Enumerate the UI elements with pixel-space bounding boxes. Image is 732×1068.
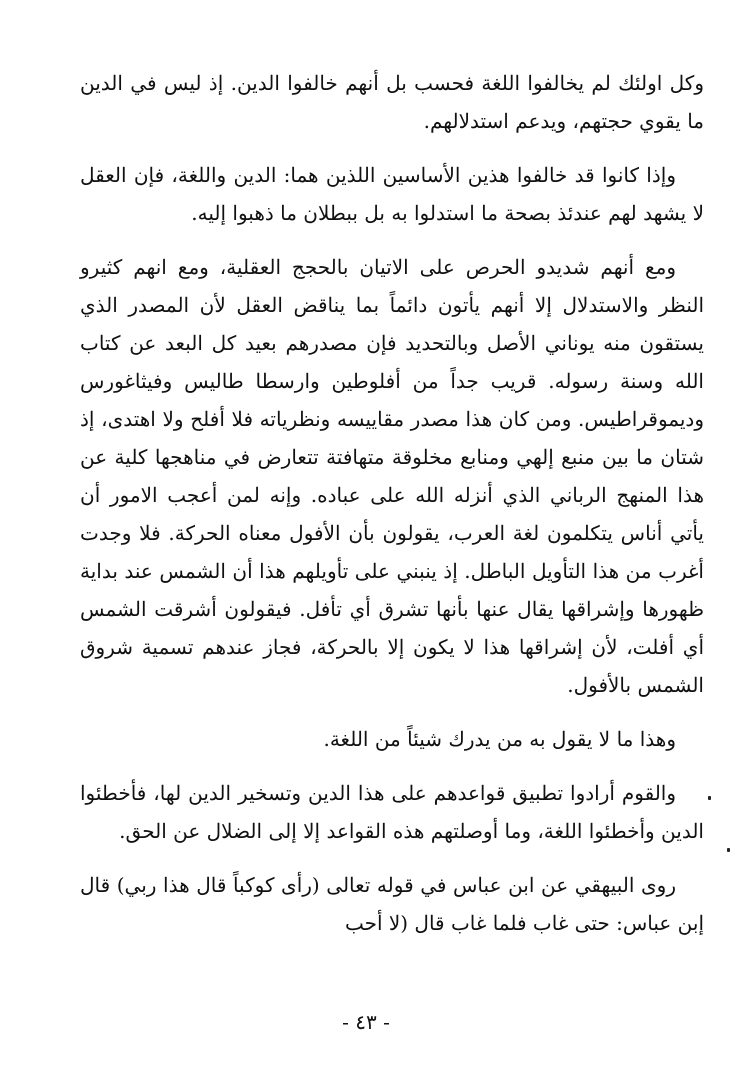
paragraph-6: روى البيهقي عن ابن عباس في قوله تعالى (رأى كوكباً قال هذا ربي) قال إبن عباس: حتى غاب فلما غاب قال (لا أحب: [80, 873, 704, 935]
scan-speck: [708, 796, 711, 800]
page-body: [80, 64, 704, 958]
paragraph-5: والقوم أرادوا تطبيق قواعدهم على هذا الدين وتسخير الدين لها، فأخطئوا الدين وأخطئوا اللغة، وما أوصلتهم هذه القواعد إلا إلى الضلال عن الحق.: [80, 781, 704, 843]
paragraph-2: وإذا كانوا قد خالفوا هذين الأساسين اللذين هما: الدين واللغة، فإن العقل لا يشهد لهم عندئذ بصحة ما استدلوا به بل ببطلان ما ذهبوا إليه.: [80, 163, 704, 225]
page-number: - ٤٣ -: [342, 1010, 390, 1034]
paragraph-1: وكل اولئك لم يخالفوا اللغة فحسب بل أنهم خالفوا الدين. إذ ليس في الدين ما يقوي حجتهم، ويدعم استدلالهم.: [80, 71, 704, 133]
paragraph-3: ومع أنهم شديدو الحرص على الاتيان بالحجج العقلية، ومع انهم كثيرو النظر والاستدلال إلا أنهم يأتون دائماً بما يناقض العقل لأن المصدر الذي يستقون منه يوناني الأصل وبالتحديد فإن مصدرهم بعيد كل البعد عن كتاب الله وسنة رسوله. قريب جداً من أفلوطين وارسطا طاليس وفيثاغورس وديموقراطيس. ومن كان هذا مصدر مقاييسه ونظرياته فلا أفلح ولا اهتدى، إذ شتان ما بين منبع إلهي ومنابع مخلوقة متهافتة تتعارض في مناهجها كلية عن هذا المنهج الرباني الذي أنزله الله على عباده. وإنه لمن أعجب الامور أن يأتي أناس يتكلمون لغة العرب، يقولون بأن الأفول معناه الحركة. فلا وجدت أغرب من هذا التأويل الباطل. إذ ينبني على تأويلهم هذا أن الشمس عند بداية ظهورها وإشراقها يقال عنها بأنها تشرق أي تأفل. فيقولون أشرقت الشمس أي أفلت، لأن إشراقها هذا لا يكون إلا بالحركة، فجاز عندهم تسمية شروق الشمس بالأفول.: [80, 255, 704, 697]
paragraph-4: وهذا ما لا يقول به من يدرك شيئاً من اللغة.: [323, 727, 676, 751]
scan-speck: [727, 848, 730, 852]
